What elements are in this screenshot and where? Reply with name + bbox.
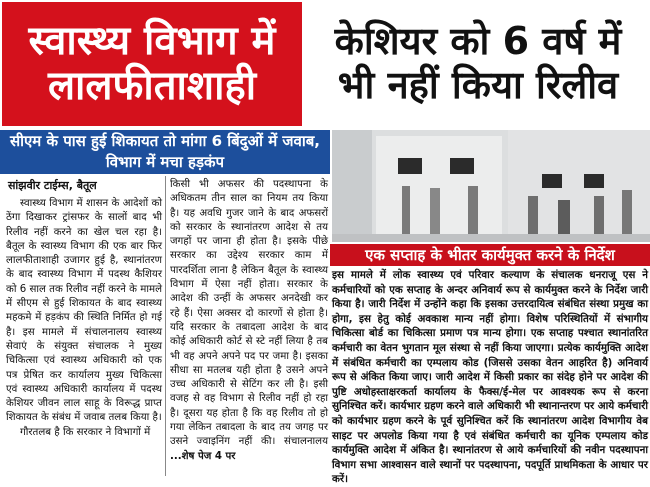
column-2-text: किसी भी अफसर की पदस्थापना के अधिकतम तीन साल का नियम तय किया है। यह अवधि गुजर जाने के बाद अफसरों को सरकार के स्थानांतरण आदेश से तय जगहों पर जाना ही होता है। इसके पीछे सरकार का उद्देश्य सरकार काम में पारदर्शिता लाना है लेकिन बैतूल के स्वास्थ्य विभाग में ऐसा नहीं होता। सरकार के आदेश की उन्हीं के अफसर अनदेखी कर रहे हैं। ऐसा अक्सर दो कारणों से होता है। यदि सरकार के तबादला आदेश के बाद कोई अधिकारी कोर्ट से स्टे नहीं लिया है तब भी वह अपने अपने पद पर जमा है। इसका सीधा सा मतलब यही होता है उसने अपने उच्च अधिकारी से सेटिंग कर ली है। इसी वजह से वह विभाग से रिलीव नहीं हो रहा है। दूसरा यह होता है कि वह रिलीव तो हो गया लेकिन तबादला के बाद तय जगह पर उसने ज्वाइनिंग नहीं की। संचालनालय [170,179,328,448]
dateline: सांझवीर टाईम्स, बैतूल [8,179,97,192]
building-photo [332,130,650,242]
article-column-1 [6,197,162,479]
article-column-2 [170,178,328,479]
continued-note: ...शेष पेज 4 पर [170,450,236,462]
subheadline: सीएम के पास हुई शिकायत तो मांगा 6 बिंदुओं में जवाब, विभाग में मचा हड़कंप [0,130,330,174]
headline-black-line-2: भी नहीं किया रिलीव [337,63,619,107]
inset-heading: एक सप्ताह के भीतर कार्यमुक्त करने के निर्देश [330,244,650,266]
inset-body: इस मामले में लोक स्वास्थ्य एवं परिवार कल्याण के संचालक धनराजू एस ने कर्मचारियों को एक सप्ताह के अन्दर अनिवार्य रूप से कार्यमुक्त करने के निर्देश जारी किया है। जारी निर्देश में उन्होंने कहा कि इसका उत्तरदायित्व संबंधित संस्था प्रमुख का होगा, इस हेतु कोई अवकाश मान्य नहीं होगा। विशेष परिस्थितियों में संभागीय चिकित्सा बोर्ड का चिकित्सा प्रमाण पत्र मान्य होगा। एक सप्ताह पश्चात स्थानांतरित कर्मचारी का वेतन भुगतान मूल संस्था से नहीं किया जाएगा। प्रत्येक कार्यमुक्ति आदेश में संबंधित कर्मचारी का एम्पलाय कोड (जिससे उसका वेतन आहरित है) अनिवार्य रूप से अंकित किया जाए। जारी आदेश में किसी प्रकार का संदेह होने पर आदेश की पुष्टि अधोहस्ताक्षरकर्ता कार्यालय के फैक्स/ई-मेल पर आवश्यक रूप से करना सुनिश्चित करें। कार्यभार ग्रहण करने वाले अधिकारी भी स्थानान्तरण पर आये कर्मचारी को कार्यभार ग्रहण करने के पूर्व सुनिश्चित करें कि स्थानांतरण आदेश विभागीय वेब साइट पर अपलोड किया गया है एवं संबंधित कर्मचारी का यूनिक एम्पलाय कोड कार्यमुक्ति आदेश में अंकित है। स्थानांतरण से आये कर्मचारियों की नवीन पदस्थापना विभाग सभा आश्वासन वाले स्थानों पर पदस्थापना, पदपूर्ति प्राथमिकता के आधार पर करें। [332,269,648,486]
headline-black-line-1: केशियर को 6 वर्ष में [334,19,622,64]
building-photo-drawing [332,130,650,242]
column-1-paragraph-2: गौरतलब है कि सरकार ने विभागों में [20,426,151,438]
headline-red-box [0,0,304,128]
column-1-paragraph: स्वास्थ्य विभाग में शासन के आदेशों को ठेंगा दिखाकर ट्रांसफर के सालों बाद भी रिलीव नहीं करने का खेल चल रहा है। बैतूल के स्वास्थ्य विभाग की एक बार फिर लालफीताशाही उजागर हुई है, स्थानांतरण के बाद स्वास्थ्य विभाग में पदस्थ कैशियर को 6 साल तक रिलीव नहीं करने के मामले में सीएम से हुई शिकायत के बाद स्वास्थ्य महकमे में हड़कंप की स्थिति निर्मित हो गई है। इस मामले में संचालनालय स्वास्थ्य सेवाएं के संयुक्त संचालक ने मुख्य चिकित्सा एवं स्वास्थ्य अधिकारी को एक पत्र प्रेषित कर कार्यालय मुख्य चिकित्सा एवं स्वास्थ्य अधिकारी कार्यालय में पदस्थ केशियर जीवन लाल साहू के विरूद्ध प्राप्त शिकायत के संबंध में जवाब तलब किया है। [6,198,162,424]
column-divider [165,176,166,476]
headline-black [306,0,650,128]
headline-red-line-1: स्वास्थ्य विभाग में [28,18,276,65]
headline-red-line-2: लालफीताशाही [47,63,257,109]
